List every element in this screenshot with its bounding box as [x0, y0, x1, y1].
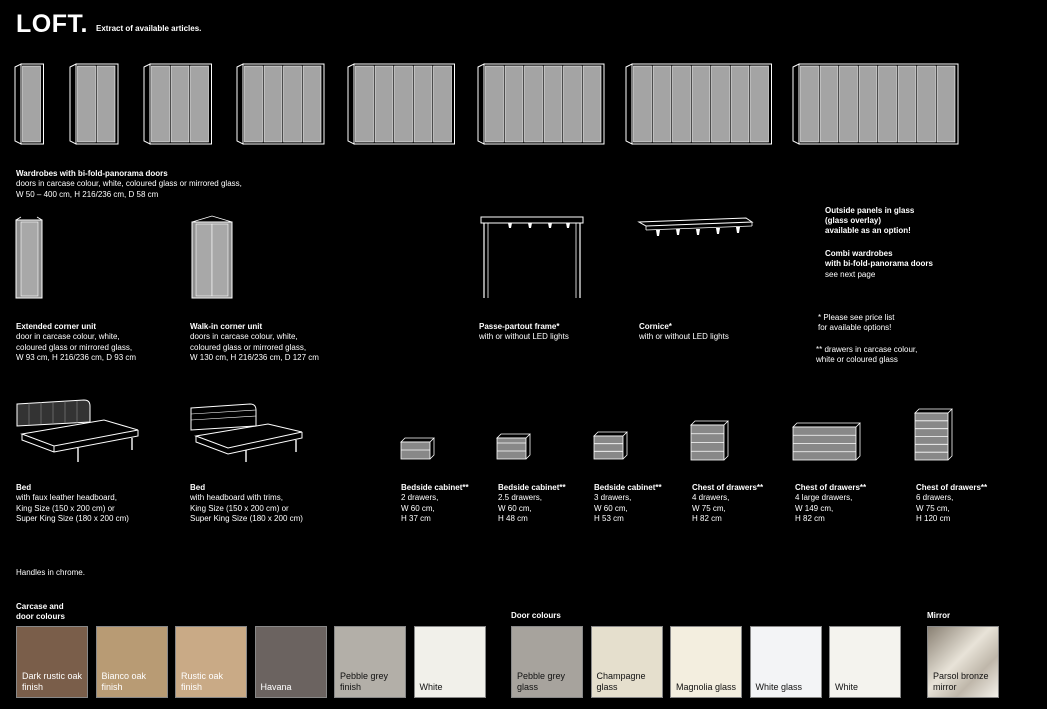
- swatch-label: Rustic oak finish: [181, 671, 224, 692]
- bed-2-desc: with headboard with trims, King Size (150 x 200 cm) or Super King Size (180 x 200 cm): [190, 493, 303, 523]
- wardrobes-caption: [16, 158, 242, 200]
- chest-4-drawers-image: [690, 420, 730, 462]
- swatch-door-3[interactable]: [670, 626, 742, 698]
- walkin-unit-image: [188, 214, 236, 300]
- swatch-label: Dark rustic oak finish: [22, 671, 83, 692]
- combi-wardrobes-title: Combi wardrobes with bi-fold-panorama doors: [825, 249, 933, 268]
- mirror-heading: Mirror: [927, 611, 951, 620]
- swatch-door-1[interactable]: [511, 626, 583, 698]
- wardrobe-door-panel: [486, 66, 504, 142]
- bed-1-title: Bed: [16, 482, 32, 492]
- swatch-label: White: [835, 682, 859, 692]
- wardrobe-door-panel: [264, 66, 282, 142]
- swatch-door-5[interactable]: [829, 626, 901, 698]
- page-subtitle: Extract of available articles.: [96, 24, 202, 33]
- cabinet-5-desc: 4 large drawers, W 149 cm, H 82 cm: [795, 493, 853, 523]
- wardrobes-desc: doors in carcase colour, white, coloured glass or mirrored glass, W 50 – 400 cm, H 216/236 cm, D 58 cm: [16, 179, 242, 199]
- wardrobe-door-panel: [840, 66, 858, 142]
- wardrobe-door-panel: [692, 66, 710, 142]
- handles-note: Handles in chrome.: [16, 568, 85, 577]
- swatch-carcase-3[interactable]: [175, 626, 247, 698]
- page-title: LOFT.: [16, 10, 88, 38]
- swatch-label: White glass: [755, 682, 803, 692]
- bed-1-desc: with faux leather headboard, King Size (150 x 200 cm) or Super King Size (180 x 200 cm): [16, 493, 129, 523]
- cabinet-1-caption: [401, 472, 469, 525]
- wardrobe-6-door-image: [477, 62, 607, 146]
- wardrobe-door-panel: [673, 66, 691, 142]
- corner-unit-title: Extended corner unit: [16, 321, 97, 331]
- wardrobe-door-panel: [544, 66, 562, 142]
- swatch-label: Parsol bronze mirror: [933, 671, 989, 692]
- bed-faux-leather-image: [14, 396, 142, 466]
- swatch-label: White: [419, 682, 443, 692]
- corner-unit-desc: door in carcase colour, white, coloured glass or mirrored glass, W 93 cm, H 216/236 cm, D 93 cm: [16, 332, 137, 362]
- wardrobe-door-panel: [23, 66, 41, 142]
- wardrobe-door-panel: [712, 66, 730, 142]
- carcase-colours-heading: Carcase and door colours: [16, 602, 65, 621]
- combi-wardrobes-desc: see next page: [825, 270, 876, 279]
- wardrobe-door-panel: [395, 66, 413, 142]
- wardrobe-door-panel: [801, 66, 819, 142]
- bedside-cabinet-2-image: [496, 433, 532, 461]
- walkin-unit-desc: doors in carcase colour, white, coloured glass or mirrored glass, W 130 cm, H 216/236 cm, D 127 cm: [190, 332, 319, 362]
- bedside-cabinet-1-image: [400, 437, 436, 461]
- wardrobe-door-panel: [525, 66, 543, 142]
- passe-partout-caption: [479, 311, 569, 343]
- walkin-unit-caption: [190, 311, 319, 364]
- swatch-carcase-2[interactable]: [96, 626, 168, 698]
- swatch-label: Bianco oak finish: [101, 671, 147, 692]
- bed-2-title: Bed: [190, 482, 206, 492]
- passe-partout-image: [478, 214, 586, 300]
- corner-unit-image: [14, 216, 46, 300]
- cabinet-5-title: Chest of drawers**: [795, 482, 867, 492]
- wardrobe-door-panel: [820, 66, 838, 142]
- bed-trims-image: [188, 402, 306, 466]
- walkin-unit-title: Walk-in corner unit: [190, 321, 263, 331]
- wardrobe-3-door-image: [143, 62, 215, 146]
- bed-1-caption: [16, 472, 129, 525]
- cabinet-2-title: Bedside cabinet**: [498, 482, 566, 492]
- swatch-label: Champagne glass: [596, 671, 646, 692]
- swatch-label: Magnolia glass: [676, 682, 737, 692]
- wardrobe-door-panel: [898, 66, 916, 142]
- cornice-desc: with or without LED lights: [639, 332, 729, 341]
- swatch-carcase-5[interactable]: [334, 626, 406, 698]
- wardrobe-4-door-image: [236, 62, 327, 146]
- swatch-door-2[interactable]: [591, 626, 663, 698]
- cabinet-2-desc: 2.5 drawers, W 60 cm, H 48 cm: [498, 493, 543, 523]
- cabinet-2-caption: [498, 472, 566, 525]
- swatch-carcase-6[interactable]: [414, 626, 486, 698]
- wardrobe-door-panel: [583, 66, 601, 142]
- chest-6-drawers-image: [914, 408, 954, 462]
- wardrobe-door-panel: [303, 66, 321, 142]
- price-list-note: * Please see price list for available options!: [818, 313, 895, 332]
- swatch-carcase-4[interactable]: [255, 626, 327, 698]
- swatch-label: Havana: [260, 682, 292, 692]
- corner-unit-caption: [16, 311, 136, 364]
- wardrobe-door-panel: [859, 66, 877, 142]
- wardrobe-door-panel: [191, 66, 209, 142]
- cabinet-3-title: Bedside cabinet**: [594, 482, 662, 492]
- swatch-mirror-1[interactable]: [927, 626, 999, 698]
- swatch-carcase-1[interactable]: [16, 626, 88, 698]
- wardrobes-title: Wardrobes with bi-fold-panorama doors: [16, 168, 168, 178]
- outside-panels-note: Outside panels in glass (glass overlay) available as an option!: [825, 206, 915, 235]
- wardrobe-5-door-image: [347, 62, 458, 146]
- wardrobe-2-door-image: [69, 62, 121, 146]
- drawer-colour-note: ** drawers in carcase colour, white or coloured glass: [816, 345, 918, 364]
- cabinet-6-caption: [916, 472, 987, 525]
- wardrobe-door-panel: [284, 66, 302, 142]
- cabinet-5-caption: [795, 472, 866, 525]
- wardrobe-door-panel: [245, 66, 263, 142]
- cabinet-3-desc: 3 drawers, W 60 cm, H 53 cm: [594, 493, 632, 523]
- wardrobe-door-panel: [634, 66, 652, 142]
- wardrobe-door-panel: [414, 66, 432, 142]
- wardrobe-door-panel: [918, 66, 936, 142]
- wardrobe-door-panel: [78, 66, 96, 142]
- cornice-title: Cornice*: [639, 321, 672, 331]
- cornice-caption: [639, 311, 729, 343]
- swatch-label: Pebble grey finish: [340, 671, 389, 692]
- cabinet-4-desc: 4 drawers, W 75 cm, H 82 cm: [692, 493, 730, 523]
- wardrobe-door-panel: [356, 66, 374, 142]
- wardrobe-door-panel: [653, 66, 671, 142]
- cabinet-1-title: Bedside cabinet**: [401, 482, 469, 492]
- bedside-cabinet-3-image: [593, 431, 629, 461]
- wardrobe-1-door-image: [14, 62, 47, 146]
- wardrobe-door-panel: [152, 66, 170, 142]
- wardrobe-door-panel: [97, 66, 115, 142]
- cabinet-1-desc: 2 drawers, W 60 cm, H 37 cm: [401, 493, 439, 523]
- swatch-label: Pebble grey glass: [517, 671, 566, 692]
- passe-partout-title: Passe-partout frame*: [479, 321, 560, 331]
- door-colours-heading: Door colours: [511, 611, 561, 620]
- wardrobe-8-door-image: [792, 62, 961, 146]
- bed-2-caption: [190, 472, 303, 525]
- wardrobe-door-panel: [375, 66, 393, 142]
- wardrobe-7-door-image: [625, 62, 775, 146]
- cabinet-4-caption: [692, 472, 763, 525]
- cornice-image: [636, 214, 756, 242]
- cabinet-6-desc: 6 drawers, W 75 cm, H 120 cm: [916, 493, 954, 523]
- wardrobe-door-panel: [937, 66, 955, 142]
- cabinet-4-title: Chest of drawers**: [692, 482, 764, 492]
- wardrobe-door-panel: [731, 66, 749, 142]
- wardrobe-door-panel: [171, 66, 189, 142]
- wardrobe-door-panel: [564, 66, 582, 142]
- wardrobe-door-panel: [505, 66, 523, 142]
- chest-4-large-drawers-image: [792, 422, 862, 462]
- wardrobe-door-panel: [879, 66, 897, 142]
- wardrobe-door-panel: [751, 66, 769, 142]
- swatch-door-4[interactable]: [750, 626, 822, 698]
- passe-partout-desc: with or without LED lights: [479, 332, 569, 341]
- wardrobe-door-panel: [434, 66, 452, 142]
- cabinet-6-title: Chest of drawers**: [916, 482, 988, 492]
- cabinet-3-caption: [594, 472, 662, 525]
